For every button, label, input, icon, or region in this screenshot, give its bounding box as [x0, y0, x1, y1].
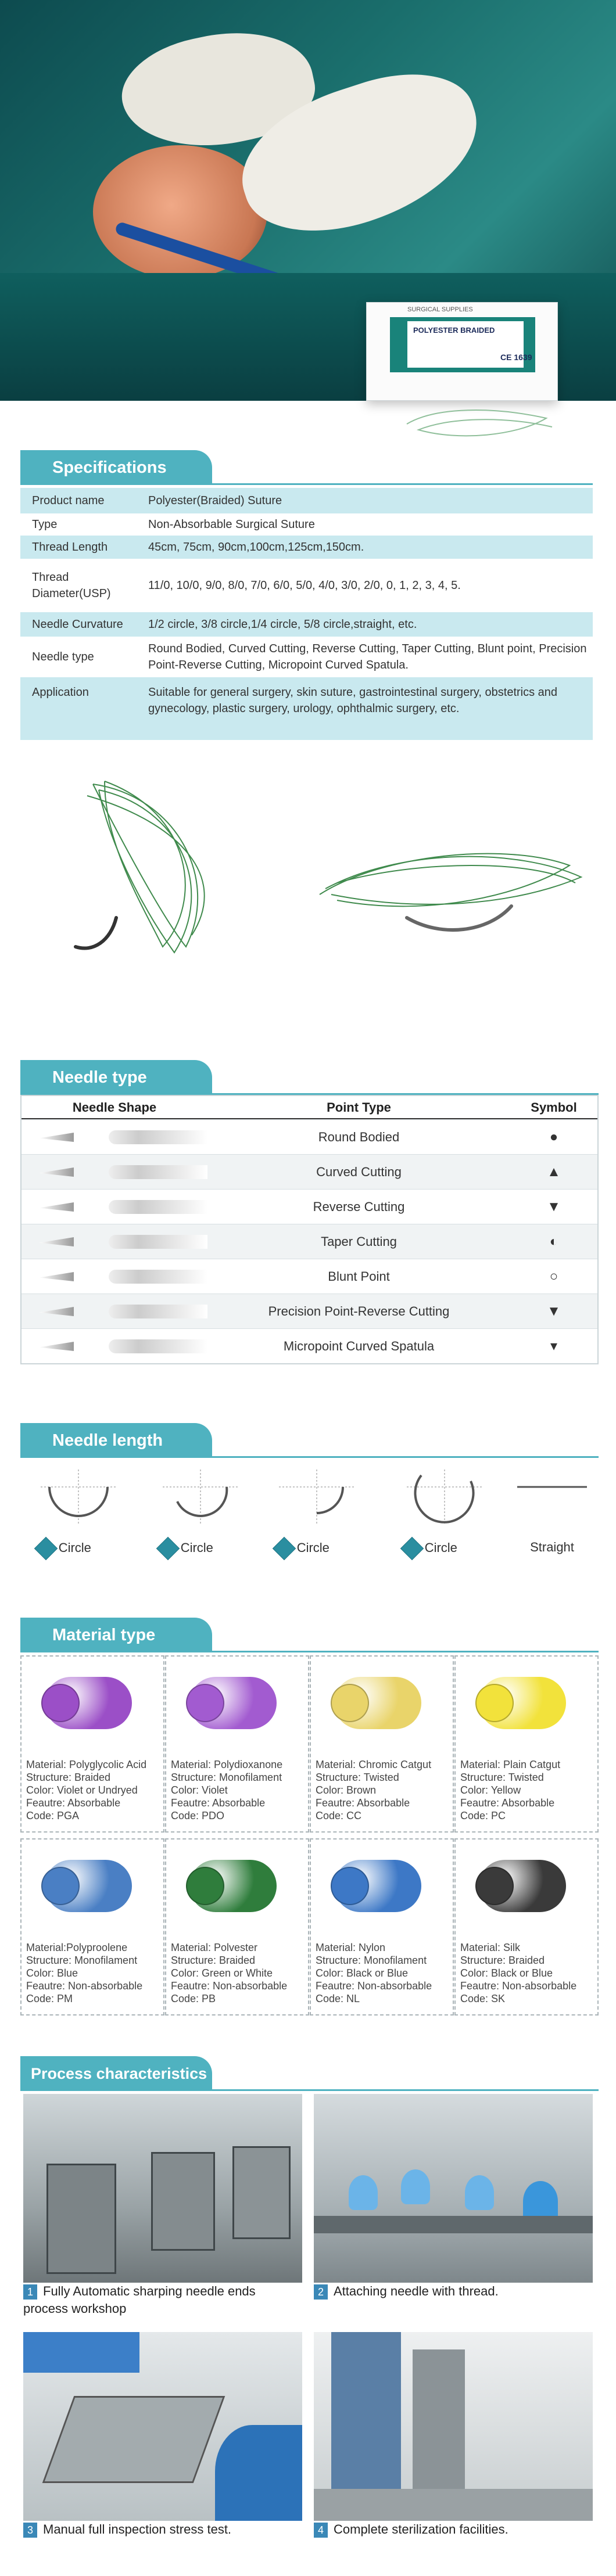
needle-length-item: Circle: [35, 1470, 122, 1560]
process-photo-attaching: [314, 2094, 593, 2283]
diamond-icon: [34, 1537, 58, 1560]
process-photo-sterilization: [314, 2332, 593, 2521]
process-caption: 4 Complete sterilization facilities.: [314, 2521, 593, 2538]
material-spec-line: Material:Polyproolene: [26, 1942, 128, 1953]
suture-spool-icon: [479, 1677, 566, 1729]
specs-table: [20, 488, 593, 740]
five-eighths-circle-icon: [401, 1470, 488, 1528]
material-spec-line: Material: Chromic Catgut: [316, 1759, 432, 1770]
diamond-icon: [400, 1537, 424, 1560]
needle-type-header: Needle Shape Point Type Symbol: [22, 1096, 597, 1119]
quarter-circle-icon: [273, 1470, 360, 1528]
needle-shape: [22, 1155, 207, 1189]
suture-spool-icon: [189, 1860, 277, 1912]
spec-row: Type Non-Absorbable Surgical Suture: [32, 518, 315, 531]
material-spec: [460, 1941, 576, 2005]
suture-package: [366, 302, 558, 401]
process-tab: [20, 2056, 212, 2091]
needle-symbol-icon: ○: [549, 1268, 558, 1284]
material-card: [165, 1838, 309, 2015]
needle-length-item: Straight: [511, 1470, 593, 1555]
spec-row: Needle type Round Bodied, Curved Cutting, Reverse Cutting, Taper Cutting, Blunt point, Precision Point-Reverse Cutting, Micropoint Curved Spatula.: [32, 642, 587, 671]
package-title: POLYESTER BRAIDED: [413, 326, 495, 335]
material-spec-line: Structure: Monofilament: [171, 1772, 282, 1783]
suture-spool-icon: [479, 1860, 566, 1912]
suture-spool-icon: [189, 1677, 277, 1729]
three-eighths-circle-icon: [157, 1470, 244, 1528]
material-card: [310, 1838, 454, 2015]
material-spec-line: Color: Green or White: [171, 1967, 273, 1979]
specs-tab: [20, 450, 212, 485]
needle-length-item: Circle: [401, 1470, 488, 1560]
material-spec-line: Feautre: Absorbable: [316, 1797, 410, 1809]
material-title: Material type: [20, 1618, 212, 1652]
material-spec-line: Code: PGA: [26, 1810, 80, 1821]
needle-shape: [22, 1190, 207, 1224]
half-circle-icon: [35, 1470, 122, 1528]
needle-length-item: Circle: [273, 1470, 360, 1560]
process-caption: 1 Fully Automatic sharping needle ends process workshop: [23, 2284, 256, 2316]
material-spec: [316, 1941, 432, 2005]
process-title: Process characteristics: [20, 2056, 212, 2091]
material-spec-line: Code: PDO: [171, 1810, 225, 1821]
material-spec-line: Code: CC: [316, 1810, 362, 1821]
needle-symbol-icon: ▾: [550, 1338, 558, 1354]
package-brand: SURGICAL SUPPLIES: [407, 306, 473, 313]
material-spec-line: Material: Nylon: [316, 1942, 386, 1953]
needle-symbol-icon: ●: [549, 1129, 558, 1145]
material-spec-line: Material: Polydioxanone: [171, 1759, 283, 1770]
needle-type-title: Needle type: [20, 1060, 212, 1095]
material-spec-line: Feautre: Non-absorbable: [171, 1980, 288, 1992]
needle-type-row: Precision Point-Reverse Cutting ▼: [22, 1294, 597, 1328]
needle-length-tab: [20, 1423, 212, 1458]
material-spec-line: Material: Polyglycolic Acid: [26, 1759, 147, 1770]
material-card: [20, 1838, 164, 2015]
material-card: [454, 1838, 599, 2015]
material-spec-line: Feautre: Non-absorbable: [26, 1980, 143, 1992]
material-spec-line: Structure: Braided: [460, 1955, 545, 1966]
specs-title: Specifications: [20, 450, 212, 485]
needle-type-tab: [20, 1060, 212, 1095]
material-spec-line: Color: Black or Blue: [460, 1967, 553, 1979]
needle-shape: [22, 1329, 207, 1363]
material-spec: [316, 1758, 431, 1822]
material-spec-line: Structure: Twisted: [316, 1772, 399, 1783]
material-spec-line: Feautre: Absorbable: [460, 1797, 555, 1809]
suture-thread-photo-left: [58, 773, 238, 964]
material-spec-line: Structure: Twisted: [460, 1772, 544, 1783]
material-spec-line: Feautre: Non-absorbable: [316, 1980, 432, 1992]
needle-shape: [22, 1259, 207, 1294]
process-caption: 2 Attaching needle with thread.: [314, 2283, 593, 2300]
spec-row: Product name Polyester(Braided) Suture: [20, 488, 593, 513]
material-spec-line: Structure: Braided: [171, 1955, 256, 1966]
material-spec-line: Color: Blue: [26, 1967, 78, 1979]
material-spec: [171, 1941, 287, 2005]
process-photo-inspection: [23, 2332, 302, 2521]
material-spec-line: Color: Brown: [316, 1784, 377, 1796]
material-card: [310, 1655, 454, 1833]
needle-type-row: Micropoint Curved Spatula ▾: [22, 1328, 597, 1363]
material-spec-line: Material: Silk: [460, 1942, 521, 1953]
spec-row: Thread Diameter(USP) 11/0, 10/0, 9/0, 8/0, 7/0, 6/0, 5/0, 4/0, 3/0, 2/0, 0, 1, 2, 3, 4, 5.: [32, 571, 461, 600]
thread-under-package: [401, 401, 564, 447]
material-spec-line: Structure: Monofilament: [26, 1955, 138, 1966]
material-spec: [460, 1758, 560, 1822]
material-spec-line: Code: PB: [171, 1993, 216, 2004]
diamond-icon: [273, 1537, 296, 1560]
material-spec-line: Structure: Braided: [26, 1772, 111, 1783]
needle-symbol-icon: ▲: [547, 1163, 561, 1180]
needle-shape: [22, 1120, 207, 1154]
process-photo-workshop: [23, 2094, 302, 2283]
material-spec-line: Color: Violet or Undryed: [26, 1784, 138, 1796]
material-spec: [26, 1758, 146, 1822]
material-spec-line: Color: Black or Blue: [316, 1967, 409, 1979]
material-spec: [171, 1758, 282, 1822]
needle-length-item: Circle: [157, 1470, 244, 1560]
spec-row: Needle Curvature 1/2 circle, 3/8 circle,1/4 circle, 5/8 circle,straight, etc.: [20, 612, 593, 637]
material-spec-line: Color: Violet: [171, 1784, 228, 1796]
needle-type-row: Curved Cutting ▲: [22, 1154, 597, 1189]
suture-spool-icon: [334, 1860, 421, 1912]
material-spec-line: Feautre: Non-absorbable: [460, 1980, 577, 1992]
material-spec-line: Material: Plain Catgut: [460, 1759, 561, 1770]
material-spec-line: Feautre: Absorbable: [26, 1797, 121, 1809]
needle-shape: [22, 1224, 207, 1259]
needle-symbol-icon: ◐: [549, 1233, 558, 1249]
package-ce-mark: CE 1639: [500, 353, 532, 362]
suture-thread-photo-right: [314, 831, 587, 941]
material-spec-line: Code: PM: [26, 1993, 73, 2004]
material-spec-line: Code: PC: [460, 1810, 506, 1821]
diamond-icon: [156, 1537, 180, 1560]
suture-spool-icon: [45, 1677, 132, 1729]
needle-type-row: Round Bodied ●: [22, 1119, 597, 1154]
spec-row: Thread Length 45cm, 75cm, 90cm,100cm,125cm,150cm.: [20, 536, 593, 559]
material-tab: [20, 1618, 212, 1652]
material-spec-line: Code: SK: [460, 1993, 506, 2004]
suture-spool-icon: [45, 1860, 132, 1912]
material-card: [165, 1655, 309, 1833]
material-spec: [26, 1941, 142, 2005]
material-spec-line: Code: NL: [316, 1993, 360, 2004]
needle-type-row: Blunt Point ○: [22, 1259, 597, 1294]
material-spec-line: Structure: Monofilament: [316, 1955, 427, 1966]
needle-shape: [22, 1294, 207, 1328]
needle-type-table: [20, 1095, 599, 1364]
spec-row: Application Suitable for general surgery, skin suture, gastrointestinal surgery, obstetrics and gynecology, plastic surgery, urology, ophthalmic surgery, etc.: [20, 677, 593, 740]
straight-needle-icon: [511, 1470, 593, 1528]
material-spec-line: Material: Polvester: [171, 1942, 258, 1953]
material-spec-line: Feautre: Absorbable: [171, 1797, 266, 1809]
material-card: [454, 1655, 599, 1833]
material-spec-line: Color: Yellow: [460, 1784, 521, 1796]
surgical-site: [93, 145, 267, 279]
suture-spool-icon: [334, 1677, 421, 1729]
needle-symbol-icon: ▼: [547, 1198, 561, 1215]
process-caption: 3 Manual full inspection stress test.: [23, 2521, 302, 2538]
needle-type-row: Reverse Cutting ▼: [22, 1189, 597, 1224]
needle-type-row: Taper Cutting ◐: [22, 1224, 597, 1259]
needle-length-title: Needle length: [20, 1423, 212, 1458]
needle-symbol-icon: ▼: [547, 1303, 561, 1319]
material-card: [20, 1655, 164, 1833]
